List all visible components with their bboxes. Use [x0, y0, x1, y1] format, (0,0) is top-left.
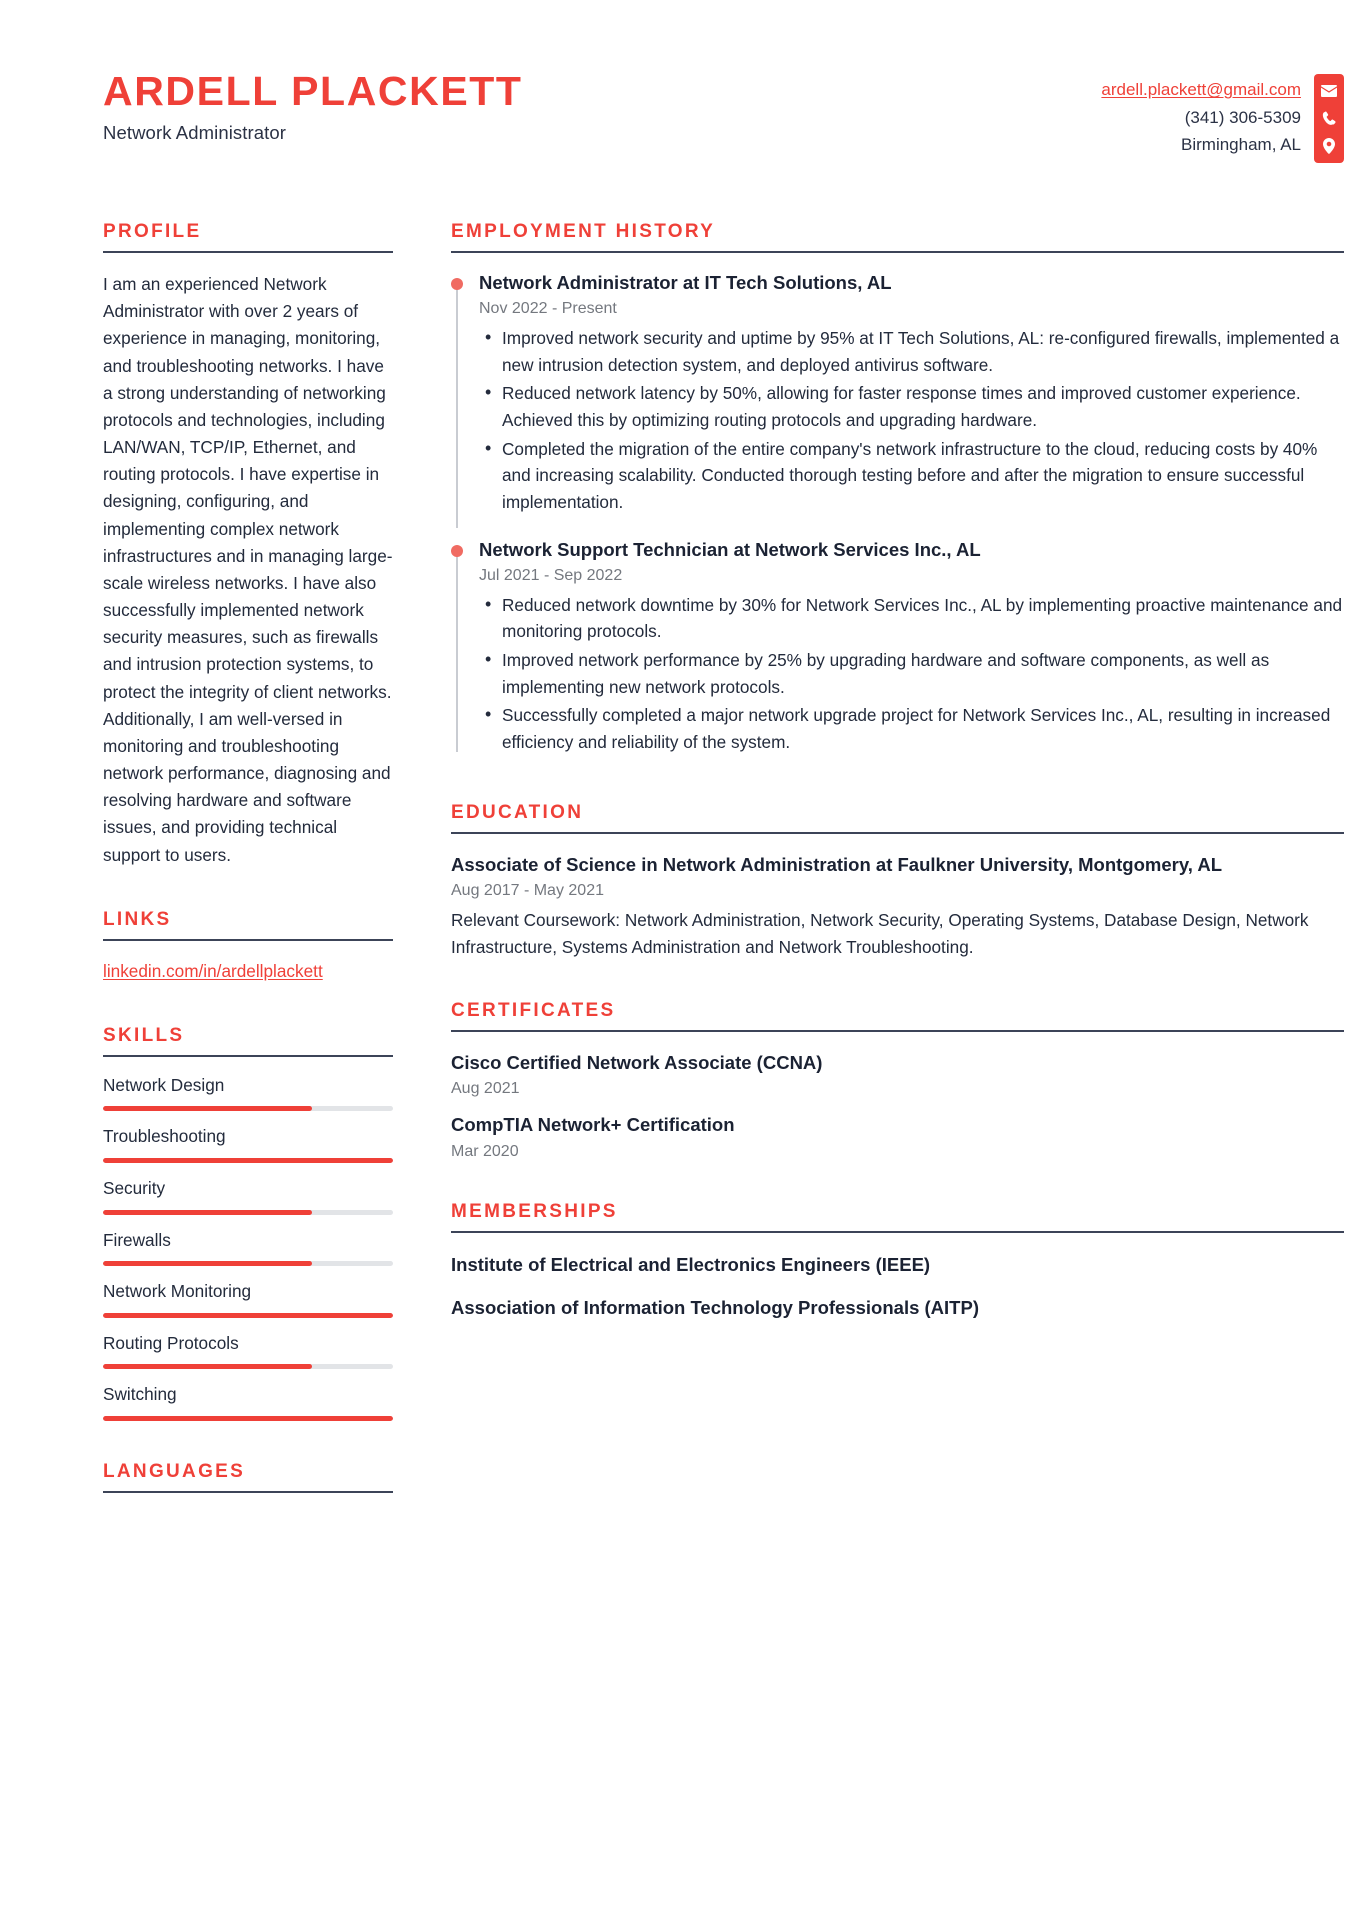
skill-fill: [103, 1313, 393, 1318]
timeline-dot-icon: [451, 278, 463, 290]
contact-icon-badge: [1314, 74, 1344, 163]
certificate-entry: [451, 1050, 1344, 1098]
section-links: [103, 909, 393, 985]
section-heading-links: LINKS: [103, 909, 393, 941]
skill-fill: [103, 1106, 312, 1111]
section-profile: [103, 221, 393, 869]
employment-title: Network Administrator at IT Tech Solutions, AL: [479, 272, 892, 293]
skill-label: Network Design: [103, 1074, 225, 1095]
sidebar-column: [103, 221, 393, 1533]
skill-label: Security: [103, 1177, 166, 1198]
skill-item: [103, 1230, 393, 1267]
candidate-name: ARDELL PLACKETT: [103, 68, 523, 114]
certificate-date: Mar 2020: [451, 1142, 519, 1160]
contact-block: [1101, 62, 1344, 163]
skill-label: Routing Protocols: [103, 1332, 239, 1353]
section-education: [451, 802, 1344, 961]
contact-phone: (341) 306-5309: [1184, 107, 1301, 127]
skill-item: [103, 1384, 393, 1421]
skill-track: [103, 1106, 393, 1111]
certificate-entry: [451, 1112, 1344, 1160]
skill-item: [103, 1333, 393, 1370]
employment-bullet: • Improved network security and uptime by 95% at IT Tech Solutions, AL: re-configured firewalls, implemented a new intrusion detection system, and deployed antivirus software.: [479, 325, 1344, 378]
skill-item: [103, 1075, 393, 1112]
employment-date: Nov 2022 - Present: [479, 300, 617, 318]
identity-block: [103, 62, 523, 144]
skill-label: Troubleshooting: [103, 1126, 226, 1147]
employment-bullet: • Improved network performance by 25% by upgrading hardware and software components, as well as implementing new network protocols.: [479, 647, 1344, 700]
skill-item: [103, 1126, 393, 1163]
skill-fill: [103, 1158, 393, 1163]
skill-fill: [103, 1364, 312, 1369]
contact-location: Birmingham, AL: [1181, 135, 1301, 155]
education-date: Aug 2017 - May 2021: [451, 881, 604, 899]
membership-title: Institute of Electrical and Electronics Engineers (IEEE): [451, 1253, 931, 1275]
section-heading-education: EDUCATION: [451, 802, 1344, 834]
certificate-title: CompTIA Network+ Certification: [451, 1114, 735, 1136]
link-item[interactable]: linkedin.com/in/ardellplackett: [103, 960, 323, 981]
contact-email-link[interactable]: ardell.plackett@gmail.com: [1101, 80, 1301, 99]
certificate-date: Aug 2021: [451, 1080, 520, 1098]
section-heading-profile: PROFILE: [103, 221, 393, 253]
skill-item: [103, 1178, 393, 1215]
section-certificates: [451, 1000, 1344, 1161]
skill-track: [103, 1261, 393, 1266]
employment-bullet: • Successfully completed a major network upgrade project for Network Services Inc., AL, resulting in increased efficiency and reliability of the system.: [479, 702, 1344, 755]
skill-fill: [103, 1210, 312, 1215]
location-pin-icon: [1322, 138, 1336, 154]
section-heading-certificates: CERTIFICATES: [451, 1000, 1344, 1032]
timeline-dot-icon: [451, 545, 463, 557]
skill-track: [103, 1313, 393, 1318]
skill-label: Network Monitoring: [103, 1281, 252, 1302]
resume-header: [103, 0, 1344, 163]
employment-bullet: • Completed the migration of the entire company's network infrastructure to the cloud, reducing costs by 40% and increasing scalability. Conducted thorough testing before and after the migration to ensure successful implementation.: [479, 436, 1344, 516]
phone-icon: [1322, 111, 1337, 126]
membership-entry: [451, 1251, 1344, 1279]
section-employment: [451, 221, 1344, 762]
skill-track: [103, 1210, 393, 1215]
employment-date: Jul 2021 - Sep 2022: [479, 566, 623, 584]
employment-bullet: • Reduced network downtime by 30% for Network Services Inc., AL by implementing proactive maintenance and monitoring protocols.: [479, 592, 1344, 645]
section-languages: [103, 1461, 393, 1493]
employment-entry: [451, 271, 1344, 522]
section-heading-languages: LANGUAGES: [103, 1461, 393, 1493]
employment-entry: [451, 538, 1344, 762]
membership-title: Association of Information Technology Professionals (AITP): [451, 1297, 979, 1319]
envelope-icon: [1321, 83, 1337, 99]
certificate-title: Cisco Certified Network Associate (CCNA): [451, 1052, 823, 1074]
employment-bullets: [479, 325, 1344, 516]
skill-label: Firewalls: [103, 1229, 171, 1250]
skill-item: [103, 1281, 393, 1318]
membership-entry: [451, 1294, 1344, 1322]
education-description: Relevant Coursework: Network Administration, Network Security, Operating Systems, Database Design, Network Infrastructure, Systems Administration and Network Troubleshooting.: [451, 909, 1309, 957]
skill-track: [103, 1364, 393, 1369]
employment-bullets: [479, 592, 1344, 756]
section-heading-skills: SKILLS: [103, 1025, 393, 1057]
section-memberships: [451, 1201, 1344, 1323]
education-entry: [451, 852, 1344, 961]
skill-track: [103, 1416, 393, 1421]
profile-text: I am an experienced Network Administrator with over 2 years of experience in managing, monitoring, and troubleshooting networks. I have a strong understanding of networking protocols and technologies, including LAN/WAN, TCP/IP, Ethernet, and routing protocols. I have expertise in designing, configuring, and implementing complex network infrastructures and in managing large-scale wireless networks. I have also successfully implemented network security measures, such as firewalls and intrusion protection systems, to protect the integrity of client networks. Additionally, I am well-versed in monitoring and troubleshooting network performance, diagnosing and resolving hardware and software issues, and providing technical support to users.: [103, 274, 393, 865]
education-title: Associate of Science in Network Administration at Faulkner University, Montgomery, AL: [451, 853, 1222, 875]
main-column: [451, 221, 1344, 1362]
section-skills: [103, 1025, 393, 1421]
section-heading-memberships: MEMBERSHIPS: [451, 1201, 1344, 1233]
candidate-job-title: Network Administrator: [103, 122, 287, 144]
skill-track: [103, 1158, 393, 1163]
skill-fill: [103, 1261, 312, 1266]
section-heading-employment: EMPLOYMENT HISTORY: [451, 221, 1344, 253]
contact-lines: [1101, 74, 1301, 159]
employment-timeline: [451, 271, 1344, 762]
employment-bullet: • Reduced network latency by 50%, allowing for faster response times and improved customer experience. Achieved this by optimizing routing protocols and upgrading hardware.: [479, 380, 1344, 433]
skill-label: Switching: [103, 1384, 177, 1405]
employment-title: Network Support Technician at Network Services Inc., AL: [479, 538, 981, 560]
resume-body: [103, 163, 1344, 1533]
skill-fill: [103, 1416, 393, 1421]
